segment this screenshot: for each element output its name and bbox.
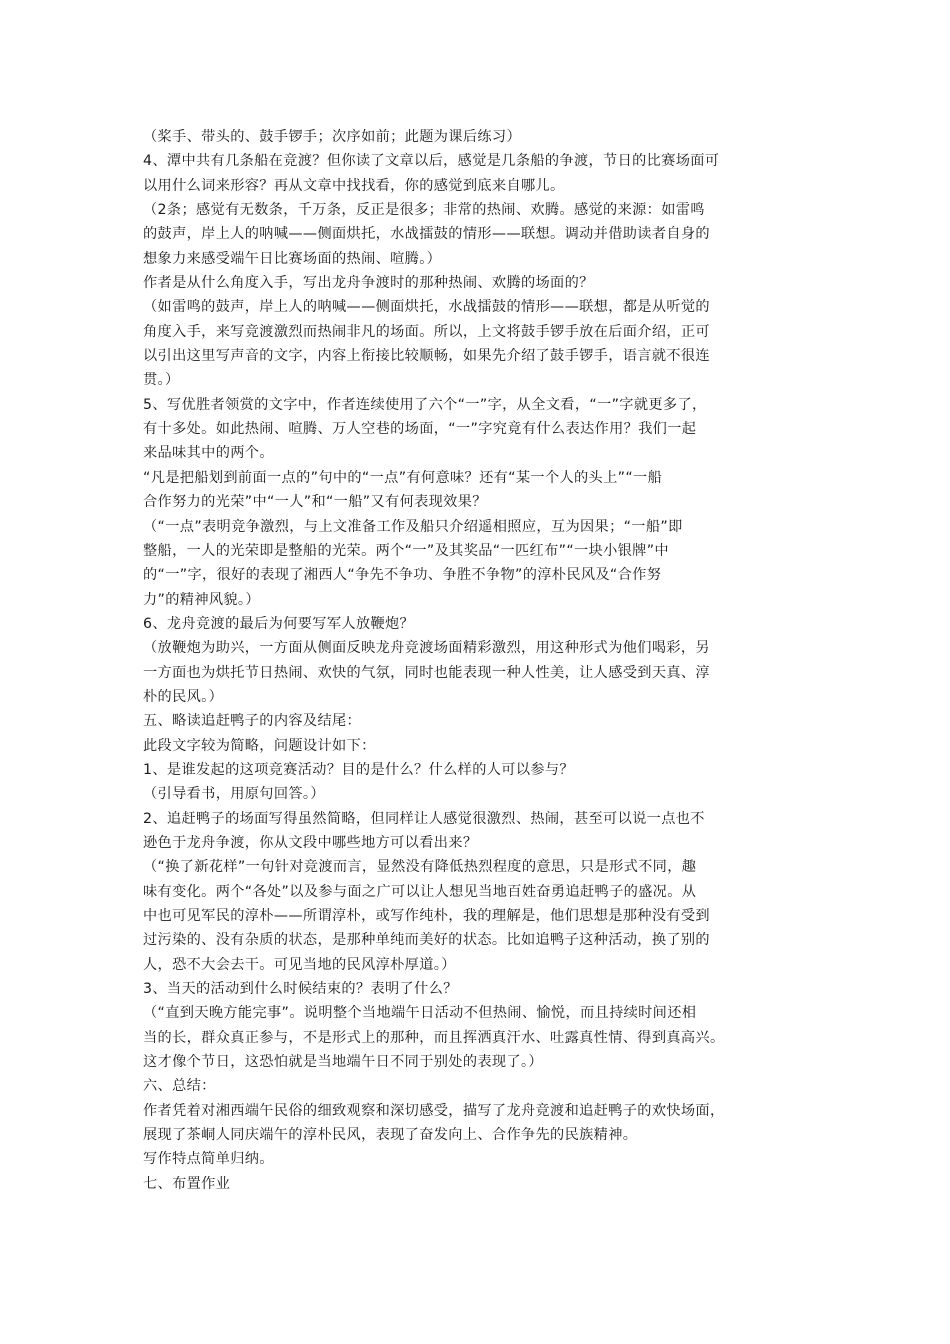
text-line-30: 逊色于龙舟争渡，你从文段中哪些地方可以看出来？ — [143, 834, 478, 851]
text-line-19: 的“一”字，很好的表现了湘西人“争先不争功、争胜不争物”的淳朴民风及“合作努 — [143, 567, 662, 584]
text-line-42: 展现了茶峒人同庆端午的淳朴民风，表现了奋发向上、合作争先的民族精神。 — [143, 1127, 638, 1144]
text-line-37: （“直到天晚方能完事”。说明整个当地端午日活动不但热闹、愉悦，而且持续时间还相 — [143, 1005, 697, 1022]
text-line-32: 味有变化。两个“各处”以及参与面之广可以让人想见当地百姓奋勇追赶鸭子的盛况。从 — [143, 883, 697, 900]
text-line-17: （“一点”表明竞争激烈，与上文准备工作及船只介绍遥相照应，互为因果；“一船”即 — [143, 518, 683, 535]
text-line-10: 以引出这里写声音的文字，内容上衔接比较顺畅，如果先介绍了鼓手锣手，语言就不很连 — [143, 348, 710, 365]
text-line-24: 朴的民风。） — [143, 688, 224, 705]
text-line-5: 的鼓声，岸上人的呐喊——侧面烘托，水战擂鼓的情形——联想。调动并借助读者自身的 — [143, 226, 710, 243]
text-line-25: 五、略读追赶鸭子的内容及结尾： — [143, 713, 362, 730]
text-line-33: 中也可见军民的淳朴——所谓淳朴，或写作纯朴，我的理解是，他们思想是那种没有受到 — [143, 908, 710, 924]
text-line-22: （放鞭炮为助兴，一方面从侧面反映龙舟竞渡场面精彩激烈，用这种形式为他们喝彩，另 — [143, 640, 710, 657]
text-line-39: 这才像个节日，这恐怕就是当地端午日不同于别处的表现了。） — [143, 1054, 543, 1071]
text-line-28: （引导看书，用原句回答。） — [143, 786, 325, 803]
text-line-8: （如雷鸣的鼓声，岸上人的呐喊——侧面烘托，水战擂鼓的情形——联想，都是从听觉的 — [143, 299, 710, 316]
text-line-4: （2条；感觉有无数条，千万条，反正是很多；非常的热闹、欢腾。感觉的来源：如雷鸣 — [143, 202, 705, 219]
text-line-26: 此段文字较为简略，问题设计如下： — [143, 737, 376, 754]
text-line-34: 过污染的、没有杂质的状态，是那种单纯而美好的状态。比如追鸭子这种活动，换了别的 — [143, 932, 710, 949]
text-line-16: 合作努力的光荣”中“一人”和“一船”又有何表现效果？ — [143, 494, 487, 511]
text-line-1: （桨手、带头的、鼓手锣手；次序如前；此题为课后练习） — [143, 129, 521, 145]
text-line-41: 作者凭着对湘西端午民俗的细致观察和深切感受，描写了龙舟竞渡和追赶鸭子的欢快场面， — [143, 1102, 725, 1119]
text-line-23: 一方面也为烘托节日热闹、欢快的气氛，同时也能表现一种人性美，让人感受到天真、淳 — [143, 664, 710, 681]
text-line-15: “凡是把船划到前面一点的”句中的“一点”有何意味？还有“某一个人的头上”“一船 — [143, 469, 663, 486]
text-line-43: 写作特点简单归纳。 — [143, 1151, 274, 1168]
text-line-6: 想象力来感受端午日比赛场面的热闹、喧腾。） — [143, 250, 442, 267]
text-line-2: 4、潭中共有几条船在竞渡？但你读了文章以后，感觉是几条船的争渡，节日的比赛场面可 — [143, 153, 720, 170]
text-line-9: 角度入手，来写竞渡激烈而热闹非凡的场面。所以，上文将鼓手锣手放在后面介绍，正可 — [143, 323, 710, 340]
text-line-3: 以用什么词来形容？再从文章中找找看，你的感觉到底来自哪儿。 — [143, 177, 565, 194]
text-line-36: 3、当天的活动到什么时候结束的？表明了什么？ — [143, 981, 458, 998]
text-line-7: 作者是从什么角度入手，写出龙舟争渡时的那种热闹、欢腾的场面的？ — [143, 275, 594, 292]
text-line-21: 6、龙舟竞渡的最后为何要写军人放鞭炮？ — [143, 615, 415, 632]
text-line-31: （“换了新花样”一句针对竞渡而言，显然没有降低热烈程度的意思，只是形式不同，趣 — [143, 859, 697, 876]
text-line-38: 当的长，群众真正参与，不是形式上的那种，而且挥洒真汗水、吐露真性情、得到真高兴。 — [143, 1029, 725, 1046]
text-line-18: 整船，一人的光荣即是整船的光荣。两个“一”及其奖品“一匹红布”“一块小银牌”中 — [143, 542, 669, 559]
text-line-14: 来品味其中的两个。 — [143, 445, 274, 462]
text-line-40: 六、总结： — [143, 1078, 216, 1095]
text-line-44: 七、布置作业 — [143, 1175, 231, 1192]
text-line-20: 力”的精神风貌。） — [143, 591, 260, 608]
text-line-29: 2、追赶鸭子的场面写得虽然简略，但同样让人感觉很激烈、热闹，甚至可以说一点也不 — [143, 810, 705, 827]
text-line-11: 贯。） — [143, 372, 180, 389]
text-line-12: 5、写优胜者领赏的文字中，作者连续使用了六个“一”字，从全文看，“一”字就更多了， — [143, 396, 707, 413]
text-line-13: 有十多处。如此热闹、喧腾、万人空巷的场面，“一”字究竟有什么表达作用？我们一起 — [143, 421, 697, 438]
text-line-27: 1、是谁发起的这项竞赛活动？目的是什么？什么样的人可以参与？ — [143, 761, 574, 778]
document-body — [143, 125, 819, 1196]
text-line-35: 人，恐不大会去干。可见当地的民风淳朴厚道。） — [143, 956, 456, 973]
